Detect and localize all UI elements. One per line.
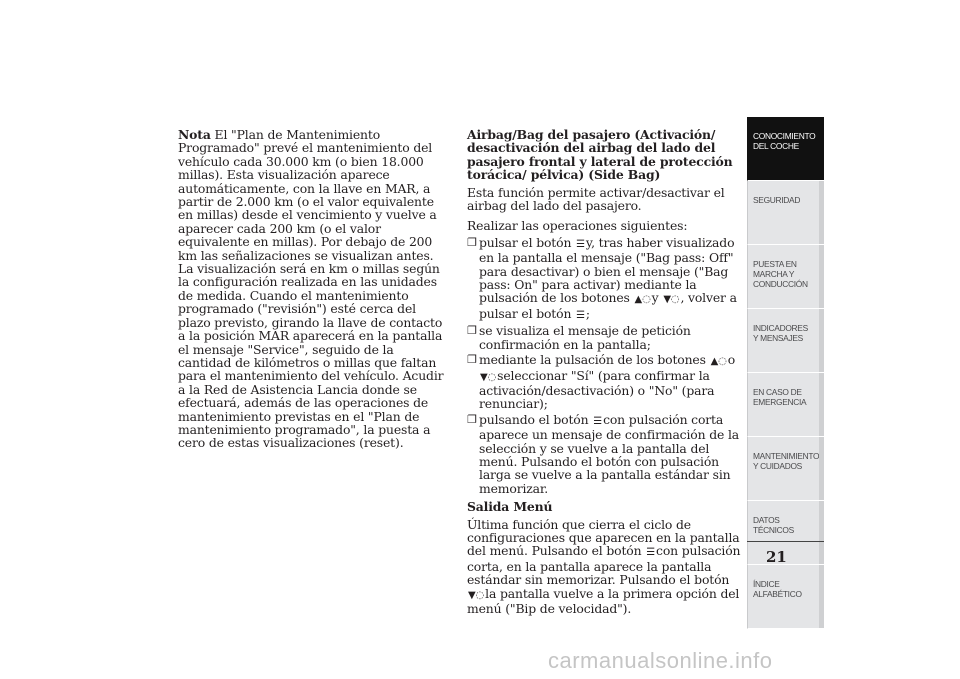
tab-indice-alfabetico[interactable]: ÍNDICE ALFABÉTICO [747, 565, 819, 629]
item-text: se visualiza el mensaje de petición confirmación en la pantalla; [479, 323, 691, 352]
menu-button-icon: ☰ [576, 309, 585, 321]
page-number: 21 [766, 548, 787, 566]
tab-conocimiento-del-coche[interactable]: CONOCIMIENTO DEL COCHE [747, 117, 819, 181]
bullet-mark: ❐ [467, 353, 477, 367]
exit-text: la pantalla vuelve a la primera opción del menú ("Bip de velocidad"). [467, 585, 740, 616]
bullet-mark: ❐ [467, 412, 477, 426]
tab-puesta-en-marcha[interactable]: PUESTA EN MARCHA Y CONDUCCIÓN [747, 245, 819, 309]
up-arrow-button-icon: ▲◌ [634, 294, 651, 306]
tabs-divider [747, 541, 824, 542]
down-arrow-button-icon: ▼◌ [468, 589, 485, 601]
airbag-section-title: Airbag/Bag del pasajero (Activación/ desactivación del airbag del lado del pasajero frontal y lateral de protección torácica/ pélvica) (Side Bag) [467, 127, 733, 183]
exit-menu-title: Salida Menú [467, 499, 553, 515]
tab-en-caso-de-emergencia[interactable]: EN CASO DE EMERGENCIA [747, 373, 819, 437]
item-text: o [727, 352, 736, 368]
watermark: carmanualsonline.info [548, 648, 773, 673]
note-paragraph [178, 128, 448, 450]
menu-button-icon: ☰ [646, 547, 656, 559]
down-arrow-button-icon: ▼◌ [480, 371, 497, 383]
up-arrow-button-icon: ▲◌ [710, 356, 727, 368]
note-text: El "Plan de Mantenimiento Programado" prevé el mantenimiento del vehículo cada 30.000 km (o bien 18.000 millas). Esta visualización aparece automáticamente, con la llave en MAR, a partir de 2.000 km (o el valor equivalente en millas) desde el vencimiento y vuelve a aparecer cada 200 km (o el valor equivalente en millas). Por debajo de 200 km las señalizaciones se visualizan antes. La visualización será en km o millas según la configuración realizada en las unidades de medida. Cuando el mantenimiento programado ("revisión") esté cerca del plazo previsto, girando la llave de contacto a la posición MAR aparecerá en la pantalla el mensaje "Service", seguido de la cantidad de kilómetros o millas que faltan para el mantenimiento del vehículo. Acudir a la Red de Asistencia Lancia donde se efectuará, además de las operaciones de mantenimiento previstas en el "Plan de mantenimiento programado", la puesta a cero de estas visualizaciones (reset). [178, 127, 444, 451]
menu-button-icon: ☰ [576, 238, 585, 250]
bullet-mark: ❐ [467, 324, 477, 338]
left-column [178, 128, 448, 457]
menu-button-icon: ☰ [593, 415, 603, 427]
item-text: seleccionar "Sí" (para confirmar la activación/desactivación) o "No" (para renunciar); [479, 367, 715, 412]
item-text: con pulsación corta aparece un mensaje de confirmación de la selección y se vuelve a la pantalla del menú. Pulsando el botón con pulsación larga se vuelve a la pantalla estándar sin memorizar. [479, 411, 740, 496]
airbag-intro: Esta función permite activar/desactivar el airbag del lado del pasajero. [467, 184, 725, 214]
item-text: mediante la pulsación de los botones [479, 352, 706, 368]
item-text: ; [585, 305, 590, 321]
list-item [467, 353, 742, 411]
exit-text: con pulsación corta, en la pantalla aparece la pantalla estándar sin memorizar. Pulsando el botón [467, 543, 741, 588]
note-label: Nota [178, 127, 211, 142]
operations-list [467, 236, 742, 495]
list-item [467, 324, 742, 351]
operations-intro: Realizar las operaciones siguientes: [467, 218, 688, 234]
down-arrow-button-icon: ▼◌ [663, 294, 680, 306]
item-text: , volver a pulsar el botón [479, 290, 737, 321]
item-text: y, tras haber visualizado en la pantalla el mensaje ("Bag pass: Off" para desactivar) o bien el mensaje ("Bag pass: On" para activar) mediante la pulsación de los botones [479, 234, 735, 306]
exit-text: Última función que cierra el ciclo de configuraciones que aparecen en la pantalla del menú. Pulsando el botón [467, 516, 740, 559]
tab-datos-tecnicos[interactable]: DATOS TÉCNICOS [747, 501, 819, 565]
list-item [467, 413, 742, 495]
tab-mantenimiento-y-cuidados[interactable]: MANTENIMIENTO Y CUIDADOS [747, 437, 819, 501]
item-text: pulsar el botón [479, 234, 572, 250]
tab-seguridad[interactable]: SEGURIDAD [747, 181, 819, 245]
item-text: y [651, 290, 659, 306]
bullet-mark: ❐ [467, 235, 477, 249]
list-item [467, 236, 742, 322]
tab-indicadores-y-mensajes[interactable]: INDICADORES Y MENSAJES [747, 309, 819, 373]
exit-menu-paragraph [467, 518, 742, 616]
item-text: pulsando el botón [479, 411, 589, 427]
right-column [467, 128, 742, 622]
